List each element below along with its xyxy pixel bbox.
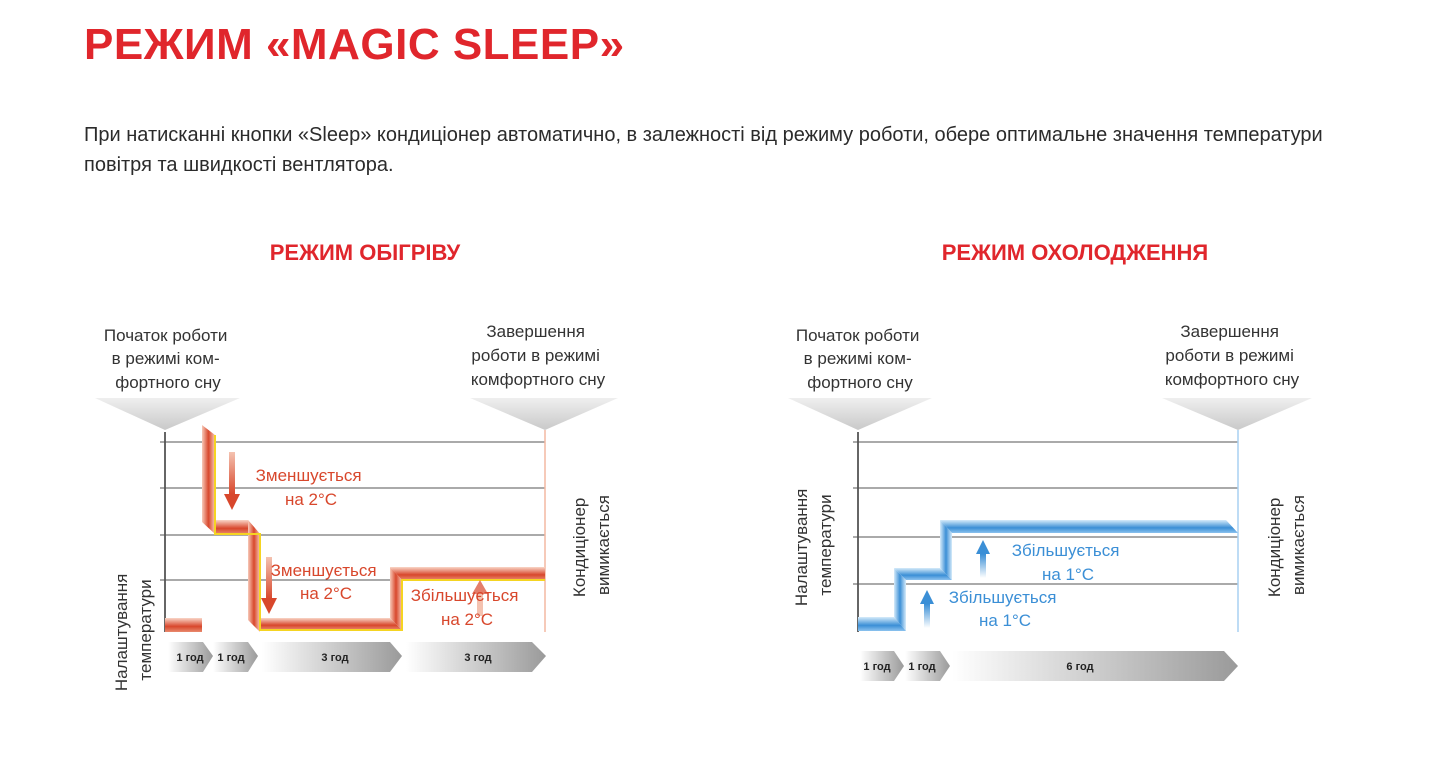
cooling-title: РЕЖИМ ОХОЛОДЖЕННЯ (941, 240, 1209, 265)
cooling-up-arrow-1 (920, 590, 934, 628)
cooling-start-label: Початок роботи в режимі ком- фортного сну (795, 326, 920, 392)
cooling-time-axis (860, 651, 1238, 681)
heating-down-arrow-1 (224, 452, 240, 510)
cooling-time-label-3: 6 год (1066, 661, 1094, 673)
heating-title: РЕЖИМ ОБІГРІВУ (269, 240, 461, 265)
heating-y-axis-label: Налаштування температури (112, 573, 155, 692)
heating-end-label: Завершення роботи в режимі комфортного сну (470, 322, 606, 389)
cooling-y-axis-label: Налаштування температури (792, 488, 835, 607)
heating-start-label: Початок роботи в режимі ком- фортного сну (103, 326, 228, 392)
cooling-end-label: Завершення роботи в режимі комфортного сну (1164, 322, 1300, 389)
cooling-start-pointer (788, 398, 932, 430)
cooling-up-arrow-2 (976, 540, 990, 578)
heating-time-label-2: 1 год (217, 652, 245, 664)
intro-text: При натисканні кнопки «Sleep» кондиціонер автоматично, в залежності від режиму роботи, обере оптимальне значення температури повітря та швидкості вентлятора. (84, 124, 1323, 176)
page-title: РЕЖИМ «MAGIC SLEEP» (84, 20, 625, 69)
heating-step3-text: Збільшується на 2°С (410, 586, 519, 629)
heating-time-label-1: 1 год (176, 652, 204, 664)
cooling-step1-text: Збільшується на 1°С (1011, 541, 1120, 584)
heating-time-axis (168, 642, 546, 672)
heating-diagram (95, 322, 618, 691)
heating-end-pointer (470, 398, 618, 430)
cooling-end-pointer (1162, 398, 1312, 430)
cooling-gridlines (853, 442, 1238, 584)
cooling-step2-text: Збільшується на 1°С (948, 588, 1057, 630)
heating-step2-text: Зменшується на 2°С (270, 561, 377, 603)
cooling-time-label-1: 1 год (863, 661, 891, 673)
cooling-time-label-2: 1 год (908, 661, 936, 673)
heating-step1-text: Зменшується на 2°С (255, 466, 362, 509)
heating-gridlines (160, 442, 545, 580)
heating-start-pointer (95, 398, 240, 430)
cooling-diagram (788, 322, 1312, 681)
heating-off-label: Кондиціонер вимикається (570, 495, 613, 598)
heating-time-label-3: 3 год (321, 652, 349, 664)
heating-time-label-4: 3 год (464, 652, 492, 664)
cooling-off-label: Кондиціонер вимикається (1265, 495, 1308, 598)
